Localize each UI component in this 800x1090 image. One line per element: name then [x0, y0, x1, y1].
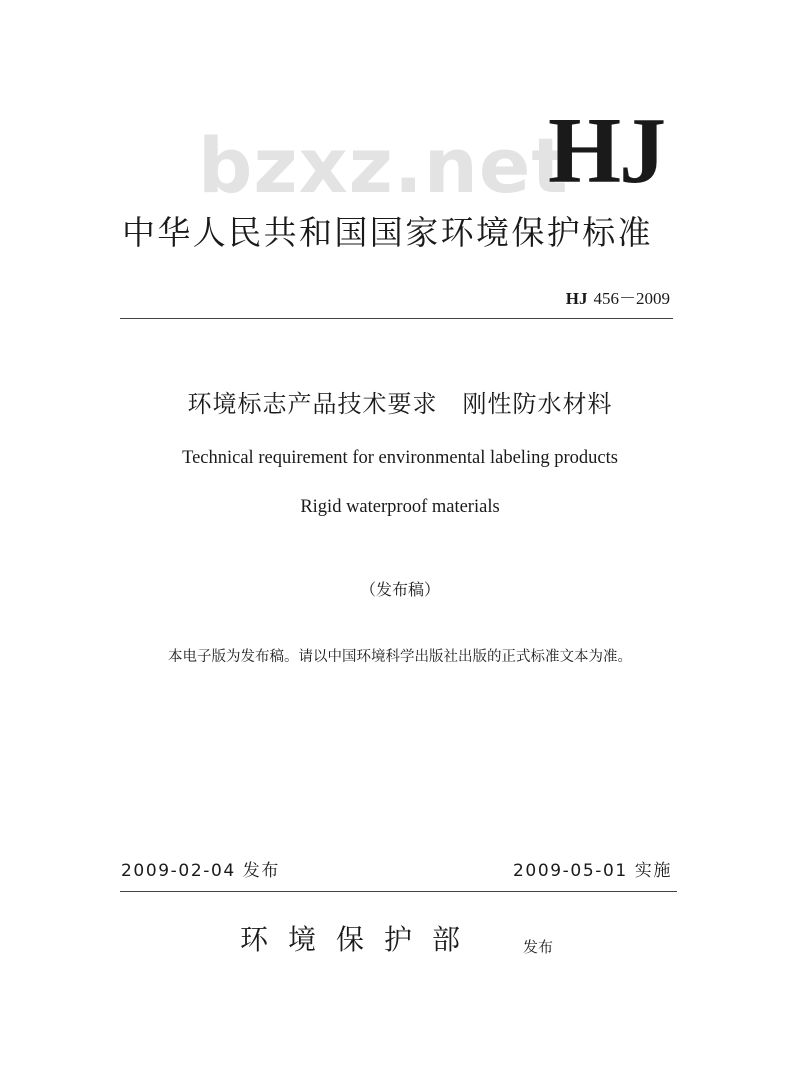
watermark: bzxz.net — [198, 121, 569, 210]
implement-date: 2009-05-01 实施 — [513, 861, 672, 881]
standard-number-value: 456－2009 — [593, 289, 670, 308]
edition-notice: 本电子版为发布稿。请以中国环境科学出版社出版的正式标准文本为准。 — [168, 649, 632, 665]
document-title-chinese: 环境标志产品技术要求 刚性防水材料 — [187, 390, 613, 418]
document-title-english-line2: Rigid waterproof materials — [300, 497, 500, 517]
publish-date: 2009-02-04 发布 — [121, 861, 280, 881]
issuer-name: 环境保护部 — [240, 923, 481, 956]
hj-logo: HJ — [548, 99, 665, 203]
standard-number-prefix: HJ — [565, 289, 588, 308]
bottom-divider — [120, 891, 677, 892]
issuer-suffix: 发布 — [523, 938, 554, 956]
draft-label: （发布稿） — [359, 580, 440, 599]
document-title-english-line1: Technical requirement for environmental labeling products — [182, 448, 618, 468]
top-divider — [120, 318, 673, 319]
standard-number — [566, 290, 670, 307]
standard-series-title: 中华人民共和国国家环境保护标准 — [122, 213, 653, 252]
